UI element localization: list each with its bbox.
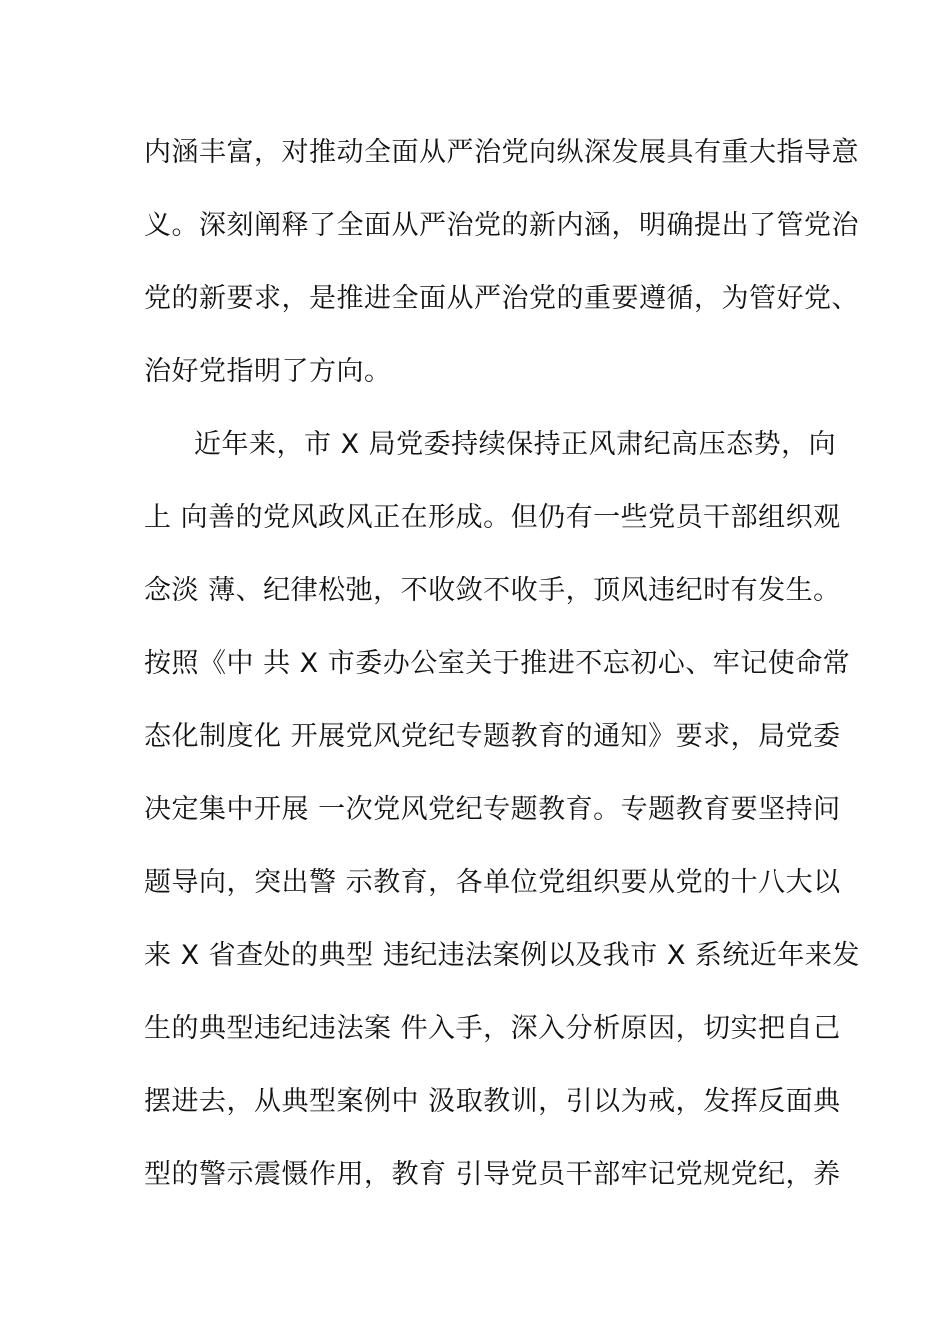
paragraph-line: 治好党指明了方向。 <box>144 356 392 387</box>
paragraph-line: 党的新要求，是推进全面从严治党的重要遵循，为管好党、 <box>144 283 859 314</box>
paragraph-line: 念淡 薄、纪律松弛，不收敛不收手，顶风违纪时有发生。 <box>144 575 841 606</box>
paragraph-line: 上 向善的党风政风正在形成。但仍有一些党员干部组织观 <box>144 502 841 533</box>
paragraph-line: 题导向，突出警 示教育，各单位党组织要从党的十八大以 <box>144 867 841 898</box>
paragraph-line: 摆进去，从典型案例中 汲取教训，引以为戒，发挥反面典 <box>144 1086 841 1117</box>
paragraph-line: 生的典型违纪违法案 件入手，深入分析原因，切实把自己 <box>144 1013 841 1044</box>
paragraph-line: 内涵丰富，对推动全面从严治党向纵深发展具有重大指导意 <box>144 137 859 168</box>
paragraph-line: 按照《中 共 X 市委办公室关于推进不忘初心、牢记使命常 <box>144 648 851 679</box>
paragraph-line: 态化制度化 开展党风党纪专题教育的通知》要求，局党委 <box>144 721 841 752</box>
paragraph-line: 型的警示震慑作用，教育 引导党员干部牢记党规党纪，养 <box>144 1159 841 1190</box>
paragraph-line: 来 X 省查处的典型 违纪违法案例以及我市 X 系统近年来发 <box>144 940 860 971</box>
paragraph-line: 决定集中开展 一次党风党纪专题教育。专题教育要坚持问 <box>144 794 841 825</box>
paragraph-line: 近年来，市 X 局党委持续保持正风肃纪高压态势，向 <box>194 429 837 460</box>
paragraph-line: 义。深刻阐释了全面从严治党的新内涵，明确提出了管党治 <box>144 210 859 241</box>
